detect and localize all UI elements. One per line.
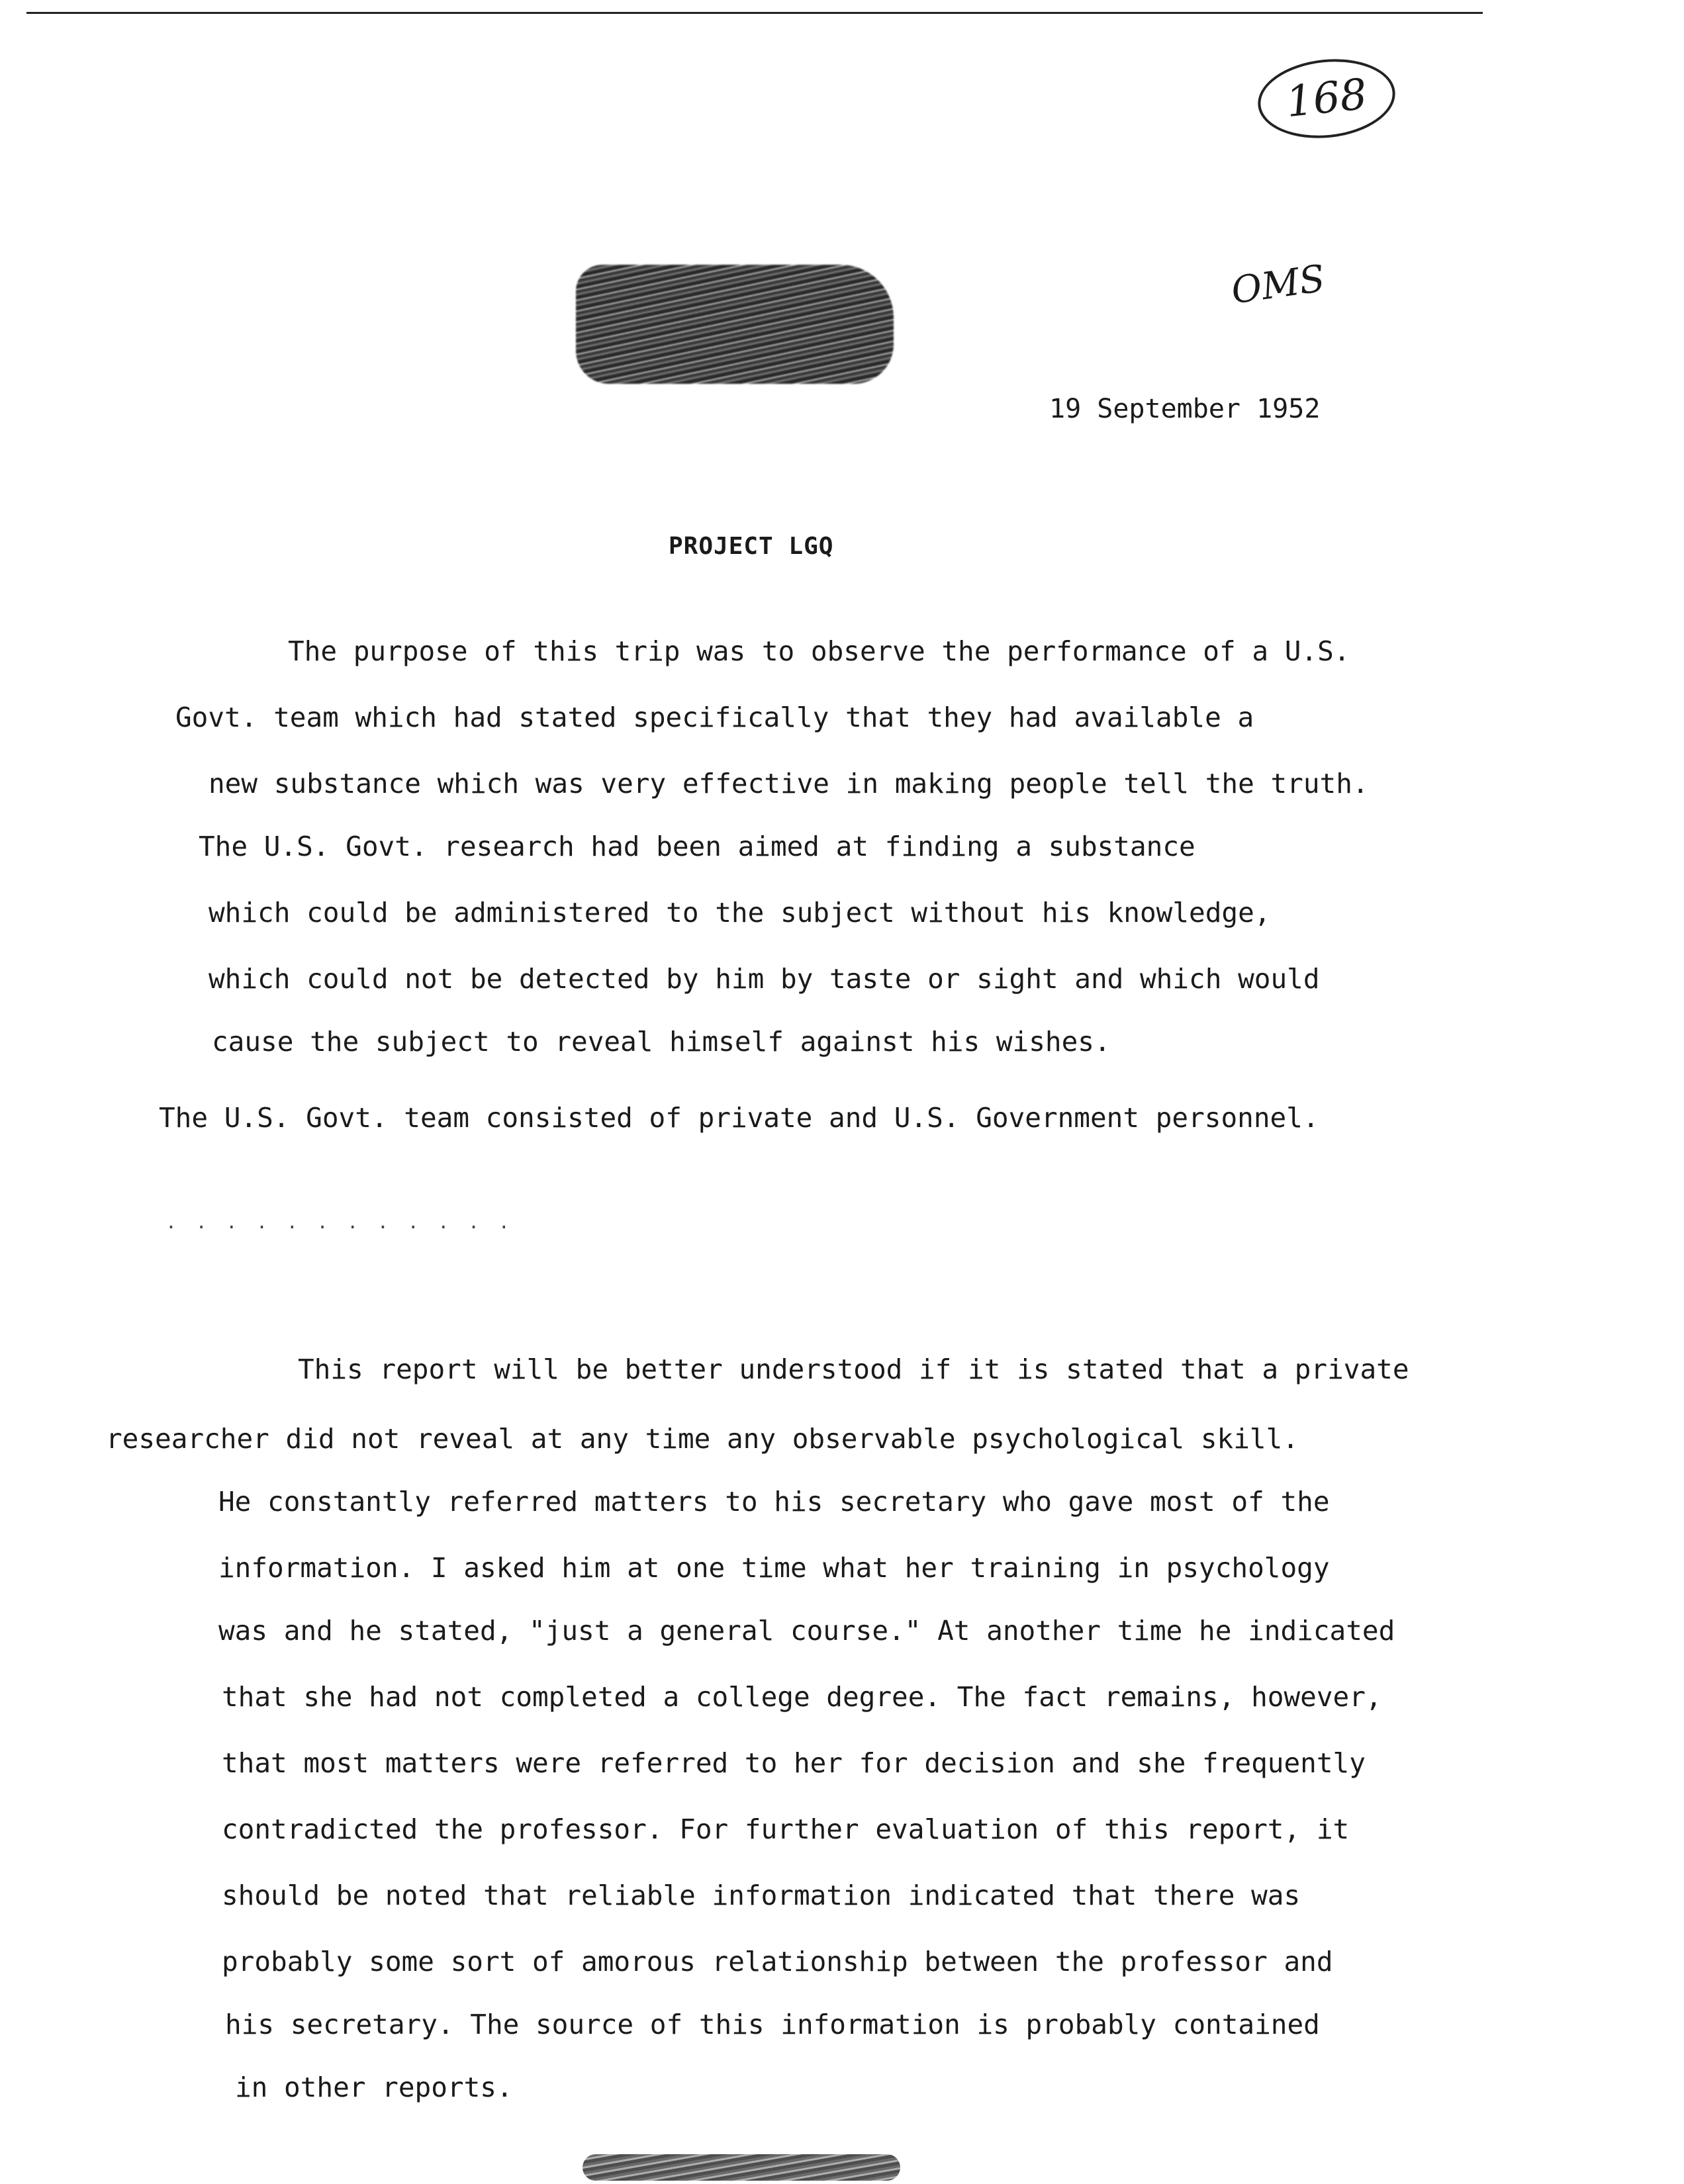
paragraph2-line: researcher did not reveal at any time any observable psychological skill. [106, 1423, 1299, 1455]
paragraph2-line: was and he stated, "just a general course." At another time he indicated [218, 1615, 1395, 1647]
paragraph2-line: should be noted that reliable information indicated that there was [222, 1880, 1301, 1911]
document-title: PROJECT LGQ [669, 533, 834, 560]
paragraph2-line: information. I asked him at one time what her training in psychology [218, 1552, 1330, 1584]
document-date: 19 September 1952 [1049, 394, 1321, 424]
paragraph2-line: He constantly referred matters to his secretary who gave most of the [218, 1486, 1330, 1518]
paragraph1-line: The U.S. Govt. team consisted of private and U.S. Government personnel. [159, 1102, 1319, 1134]
paragraph1-line: The purpose of this trip was to observe the performance of a U.S. [288, 635, 1350, 667]
redaction-block-top [576, 265, 894, 384]
paragraph1-line: The U.S. Govt. research had been aimed at finding a substance [199, 831, 1195, 862]
paragraph2-line: that most matters were referred to her for decision and she frequently [222, 1747, 1366, 1779]
paragraph2-line: in other reports. [235, 2071, 513, 2103]
page-number-text: 168 [1284, 69, 1370, 128]
paragraph2-line: his secretary. The source of this information is probably contained [225, 2009, 1320, 2040]
paragraph1-line: which could be administered to the subject without his knowledge, [209, 897, 1271, 929]
paragraph1-line: new substance which was very effective in making people tell the truth. [209, 768, 1369, 799]
redaction-block-bottom [583, 2154, 900, 2181]
paragraph1-line: Govt. team which had stated specifically that they had available a [175, 702, 1254, 733]
paragraph2-line: contradicted the professor. For further evaluation of this report, it [222, 1813, 1350, 1845]
paragraph1-line: cause the subject to reveal himself against his wishes. [212, 1026, 1111, 1058]
paragraph2-line: probably some sort of amorous relationship between the professor and [222, 1946, 1333, 1978]
dotted-separator: . . . . . . . . . . . . [165, 1211, 514, 1233]
page-number-handwritten [1254, 52, 1399, 144]
top-rule [26, 12, 1483, 14]
paragraph2-line: This report will be better understood if it is stated that a private [298, 1353, 1409, 1385]
paragraph1-line: which could not be detected by him by taste or sight and which would [209, 963, 1320, 995]
handwritten-mark: OMS [1229, 257, 1328, 313]
paragraph2-line: that she had not completed a college degree. The fact remains, however, [222, 1681, 1382, 1713]
